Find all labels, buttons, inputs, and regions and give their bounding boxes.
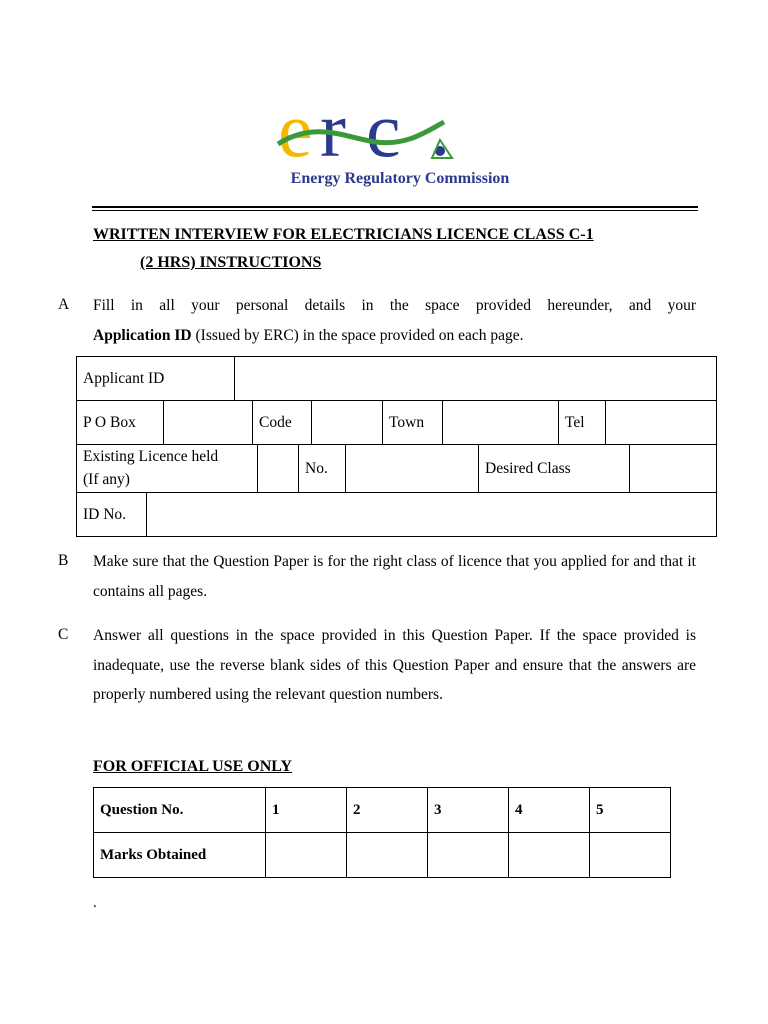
form-row-licence [76, 444, 717, 493]
code-label: Code [253, 401, 312, 444]
instruction-b-text: Make sure that the Question Paper is for the right class of licence that you applied for and that it contains all pages. [93, 553, 696, 600]
instruction-a-bold: Application ID [93, 326, 192, 344]
marks-obtained-label: Marks Obtained [94, 833, 266, 877]
town-field[interactable] [443, 401, 559, 444]
organization-name: Energy Regulatory Commission [290, 170, 510, 187]
instruction-a-text [93, 291, 696, 350]
desired-class-label: Desired Class [479, 445, 630, 492]
official-row-questions [93, 787, 671, 833]
header-rule-thin [92, 210, 698, 211]
instruction-a-letter: A [58, 296, 70, 313]
form-row-id [76, 492, 717, 537]
existing-licence-label-line2: (If any) [83, 471, 130, 488]
desired-class-field[interactable] [630, 445, 716, 492]
trailing-dot: . [93, 895, 97, 911]
applicant-id-field[interactable] [235, 357, 716, 400]
logo-letter-c: c [366, 98, 401, 168]
question-4: 4 [509, 788, 590, 832]
question-5: 5 [596, 801, 604, 818]
instruction-b-letter: B [58, 552, 69, 569]
marks-cell-2[interactable] [347, 833, 428, 877]
instruction-c-letter: C [58, 626, 69, 643]
form-row-applicant [76, 356, 717, 401]
no-field[interactable] [346, 445, 479, 492]
logo-letter-e: e [278, 98, 313, 168]
existing-licence-label-line1: Existing Licence held [83, 448, 219, 465]
id-no-label: ID No. [77, 493, 147, 536]
id-no-field[interactable] [147, 493, 716, 536]
official-row-marks [93, 832, 671, 878]
form-row-address [76, 400, 717, 445]
logo-letter-r: r [320, 98, 346, 168]
existing-licence-label [77, 445, 258, 492]
applicant-id-label: Applicant ID [77, 357, 235, 400]
po-box-field[interactable] [164, 401, 253, 444]
question-1: 1 [266, 788, 347, 832]
question-no-label: Question No. [94, 788, 266, 832]
page-subtitle: (2 HRS) INSTRUCTIONS [140, 254, 322, 271]
erc-logo [276, 98, 476, 168]
po-box-label: P O Box [77, 401, 164, 444]
instruction-a-rest: (Issued by ERC) in the space provided on each page. [191, 326, 524, 344]
marks-cell-1[interactable] [266, 833, 347, 877]
code-field[interactable] [312, 401, 383, 444]
instruction-a-line1: Fill in all your personal details in the space provided hereunder, and your [93, 297, 696, 314]
instruction-c-text: Answer all questions in the space provided in this Question Paper. If the space provided is inadequate, use the reverse blank sides of this Question Paper and ensure that the answers are properly numbered using the relevant question numbers. [93, 627, 696, 703]
no-label: No. [299, 445, 346, 492]
page-title: WRITTEN INTERVIEW FOR ELECTRICIANS LICENCE CLASS C-1 [93, 226, 594, 243]
header-rule-thick [92, 206, 698, 208]
tel-label: Tel [559, 401, 606, 444]
existing-licence-field[interactable] [258, 445, 299, 492]
town-label: Town [383, 401, 443, 444]
marks-cell-4[interactable] [509, 833, 590, 877]
marks-cell-3[interactable] [428, 833, 509, 877]
marks-cell-5[interactable] [590, 833, 670, 877]
official-use-title: FOR OFFICIAL USE ONLY [93, 758, 292, 775]
tel-field[interactable] [606, 401, 716, 444]
question-2: 2 [347, 788, 428, 832]
question-3: 3 [428, 788, 509, 832]
